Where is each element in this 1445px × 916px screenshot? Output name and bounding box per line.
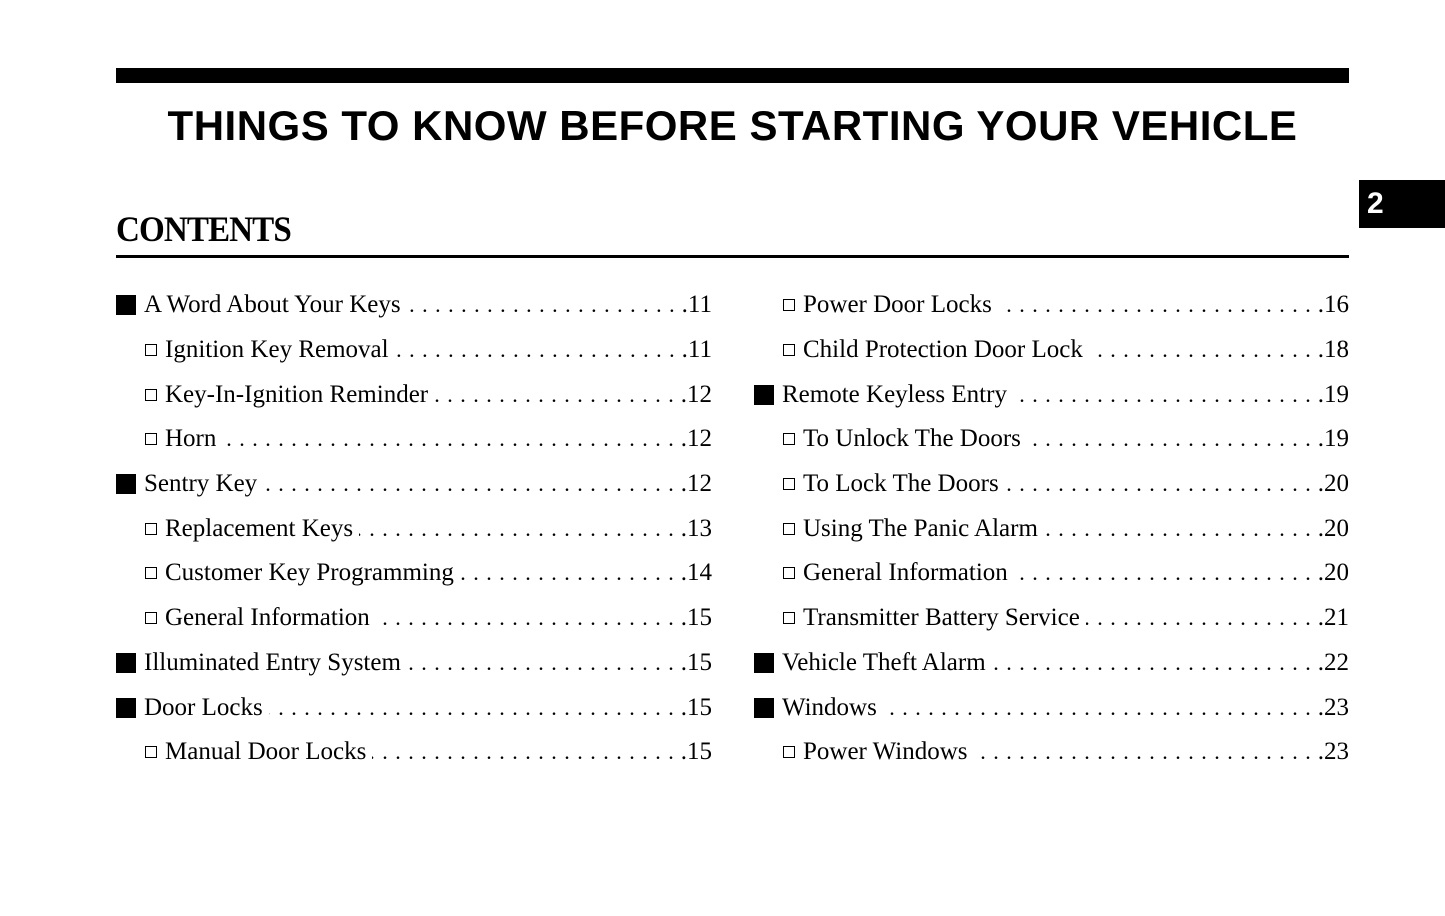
- toc-entry-page-number: .22: [1317, 648, 1349, 676]
- toc-entry[interactable]: [116, 372, 712, 417]
- toc-entry-title: Child Protection Door Lock: [803, 336, 1083, 364]
- dot-leader: [998, 293, 1312, 317]
- open-square-bullet-icon: [783, 612, 795, 624]
- toc-entry-title: Door Locks: [144, 693, 263, 721]
- toc-entry-title: Remote Keyless Entry: [782, 380, 1007, 408]
- dot-leader: [263, 472, 675, 496]
- toc-right-column: [754, 283, 1349, 775]
- toc-entry-title: A Word About Your Keys: [144, 291, 401, 319]
- dot-leader: [1086, 606, 1312, 630]
- filled-square-bullet-icon: [754, 653, 774, 673]
- toc-entry[interactable]: [754, 417, 1349, 462]
- filled-square-bullet-icon: [116, 295, 136, 315]
- toc-entry-title: Replacement Keys: [165, 514, 354, 542]
- toc-entry-title: To Lock The Doors: [803, 470, 999, 498]
- toc-entry[interactable]: [116, 506, 712, 551]
- dot-leader: [359, 517, 675, 541]
- open-square-bullet-icon: [783, 523, 795, 535]
- toc-entry[interactable]: [116, 641, 712, 686]
- toc-entry-page-number: .23: [1317, 738, 1349, 766]
- chapter-tab: 2: [1359, 180, 1445, 228]
- toc-entry-page-number: .12: [680, 425, 712, 453]
- toc-entry-page-number: .15: [680, 648, 712, 676]
- toc-entry-title: Illuminated Entry System: [144, 648, 401, 676]
- dot-leader: [434, 383, 675, 407]
- toc-entry[interactable]: [754, 506, 1349, 551]
- toc-entry-page-number: .20: [1317, 559, 1349, 587]
- open-square-bullet-icon: [145, 433, 157, 445]
- dot-leader: [974, 740, 1312, 764]
- toc-entry-page-number: .14: [680, 559, 712, 587]
- toc-entry-page-number: .21: [1317, 604, 1349, 632]
- toc-entry-page-number: .20: [1317, 514, 1349, 542]
- toc-entry[interactable]: [754, 596, 1349, 641]
- toc-entry-title: Ignition Key Removal: [165, 336, 389, 364]
- open-square-bullet-icon: [783, 344, 795, 356]
- open-square-bullet-icon: [783, 433, 795, 445]
- contents-rule: [116, 255, 1349, 258]
- dot-leader: [460, 561, 675, 585]
- toc-entry[interactable]: [754, 685, 1349, 730]
- dot-leader: [1027, 427, 1312, 451]
- open-square-bullet-icon: [783, 567, 795, 579]
- filled-square-bullet-icon: [116, 653, 136, 673]
- dot-leader: [1044, 517, 1312, 541]
- open-square-bullet-icon: [145, 389, 157, 401]
- toc-entry-page-number: .15: [680, 604, 712, 632]
- dot-leader: [1089, 338, 1312, 362]
- toc-entry[interactable]: [116, 462, 712, 507]
- toc-entry-title: Power Windows: [803, 738, 968, 766]
- dot-leader: [372, 740, 674, 764]
- dot-leader: [395, 338, 676, 362]
- toc-entry-title: Vehicle Theft Alarm: [782, 648, 986, 676]
- toc-entry[interactable]: [116, 328, 712, 373]
- dot-leader: [1013, 383, 1312, 407]
- dot-leader: [269, 696, 675, 720]
- dot-leader: [883, 696, 1312, 720]
- dot-leader: [376, 606, 675, 630]
- toc-entry-title: Sentry Key: [144, 470, 258, 498]
- toc-entry-page-number: .11: [681, 291, 712, 319]
- toc-entry-page-number: .23: [1317, 693, 1349, 721]
- toc-entry-page-number: .12: [680, 380, 712, 408]
- toc-entry-title: Transmitter Battery Service: [803, 604, 1080, 632]
- dot-leader: [407, 651, 675, 675]
- toc-entry[interactable]: [116, 551, 712, 596]
- dot-leader: [407, 293, 676, 317]
- open-square-bullet-icon: [783, 299, 795, 311]
- toc-entry[interactable]: [116, 417, 712, 462]
- open-square-bullet-icon: [783, 746, 795, 758]
- toc-entry-page-number: .16: [1317, 291, 1349, 319]
- toc-entry-title: Manual Door Locks: [165, 738, 367, 766]
- toc-left-column: [116, 283, 712, 775]
- toc-entry[interactable]: [754, 283, 1349, 328]
- toc-entry-title: General Information: [165, 604, 370, 632]
- dot-leader: [1014, 561, 1312, 585]
- open-square-bullet-icon: [145, 344, 157, 356]
- filled-square-bullet-icon: [754, 698, 774, 718]
- toc-entry-title: To Unlock The Doors: [803, 425, 1021, 453]
- contents-heading: CONTENTS: [116, 209, 291, 249]
- toc-entry[interactable]: [754, 372, 1349, 417]
- toc-entry-page-number: .12: [680, 470, 712, 498]
- open-square-bullet-icon: [783, 478, 795, 490]
- toc-entry-page-number: .19: [1317, 380, 1349, 408]
- toc-entry-title: Key-In-Ignition Reminder: [165, 380, 429, 408]
- filled-square-bullet-icon: [116, 698, 136, 718]
- toc-entry-page-number: .11: [681, 336, 712, 364]
- toc-entry-page-number: .19: [1317, 425, 1349, 453]
- open-square-bullet-icon: [145, 567, 157, 579]
- open-square-bullet-icon: [145, 746, 157, 758]
- toc-entry[interactable]: [754, 551, 1349, 596]
- chapter-title: THINGS TO KNOW BEFORE STARTING YOUR VEHICLE: [167, 102, 1298, 149]
- toc-entry[interactable]: [116, 283, 712, 328]
- dot-leader: [1005, 472, 1312, 496]
- toc-entry[interactable]: [116, 730, 712, 775]
- toc-entry-title: Using The Panic Alarm: [803, 514, 1038, 542]
- dot-leader: [992, 651, 1312, 675]
- dot-leader: [222, 427, 674, 451]
- open-square-bullet-icon: [145, 612, 157, 624]
- toc-entry[interactable]: [116, 596, 712, 641]
- toc-entry[interactable]: [754, 328, 1349, 373]
- toc-entry-title: Customer Key Programming: [165, 559, 454, 587]
- toc-entry-page-number: .13: [680, 514, 712, 542]
- top-rule: [116, 68, 1349, 83]
- toc-entry-page-number: .20: [1317, 470, 1349, 498]
- toc-entry-page-number: .18: [1317, 336, 1349, 364]
- toc-entry-title: Horn: [165, 425, 217, 453]
- toc-entry-page-number: .15: [680, 738, 712, 766]
- filled-square-bullet-icon: [754, 385, 774, 405]
- toc-entry-title: Windows: [782, 693, 877, 721]
- filled-square-bullet-icon: [116, 474, 136, 494]
- toc-entry-title: Power Door Locks: [803, 291, 992, 319]
- open-square-bullet-icon: [145, 523, 157, 535]
- toc-entry[interactable]: [754, 641, 1349, 686]
- toc-entry[interactable]: [754, 462, 1349, 507]
- toc-entry[interactable]: [116, 685, 712, 730]
- toc-entry[interactable]: [754, 730, 1349, 775]
- toc-entry-page-number: .15: [680, 693, 712, 721]
- toc-entry-title: General Information: [803, 559, 1008, 587]
